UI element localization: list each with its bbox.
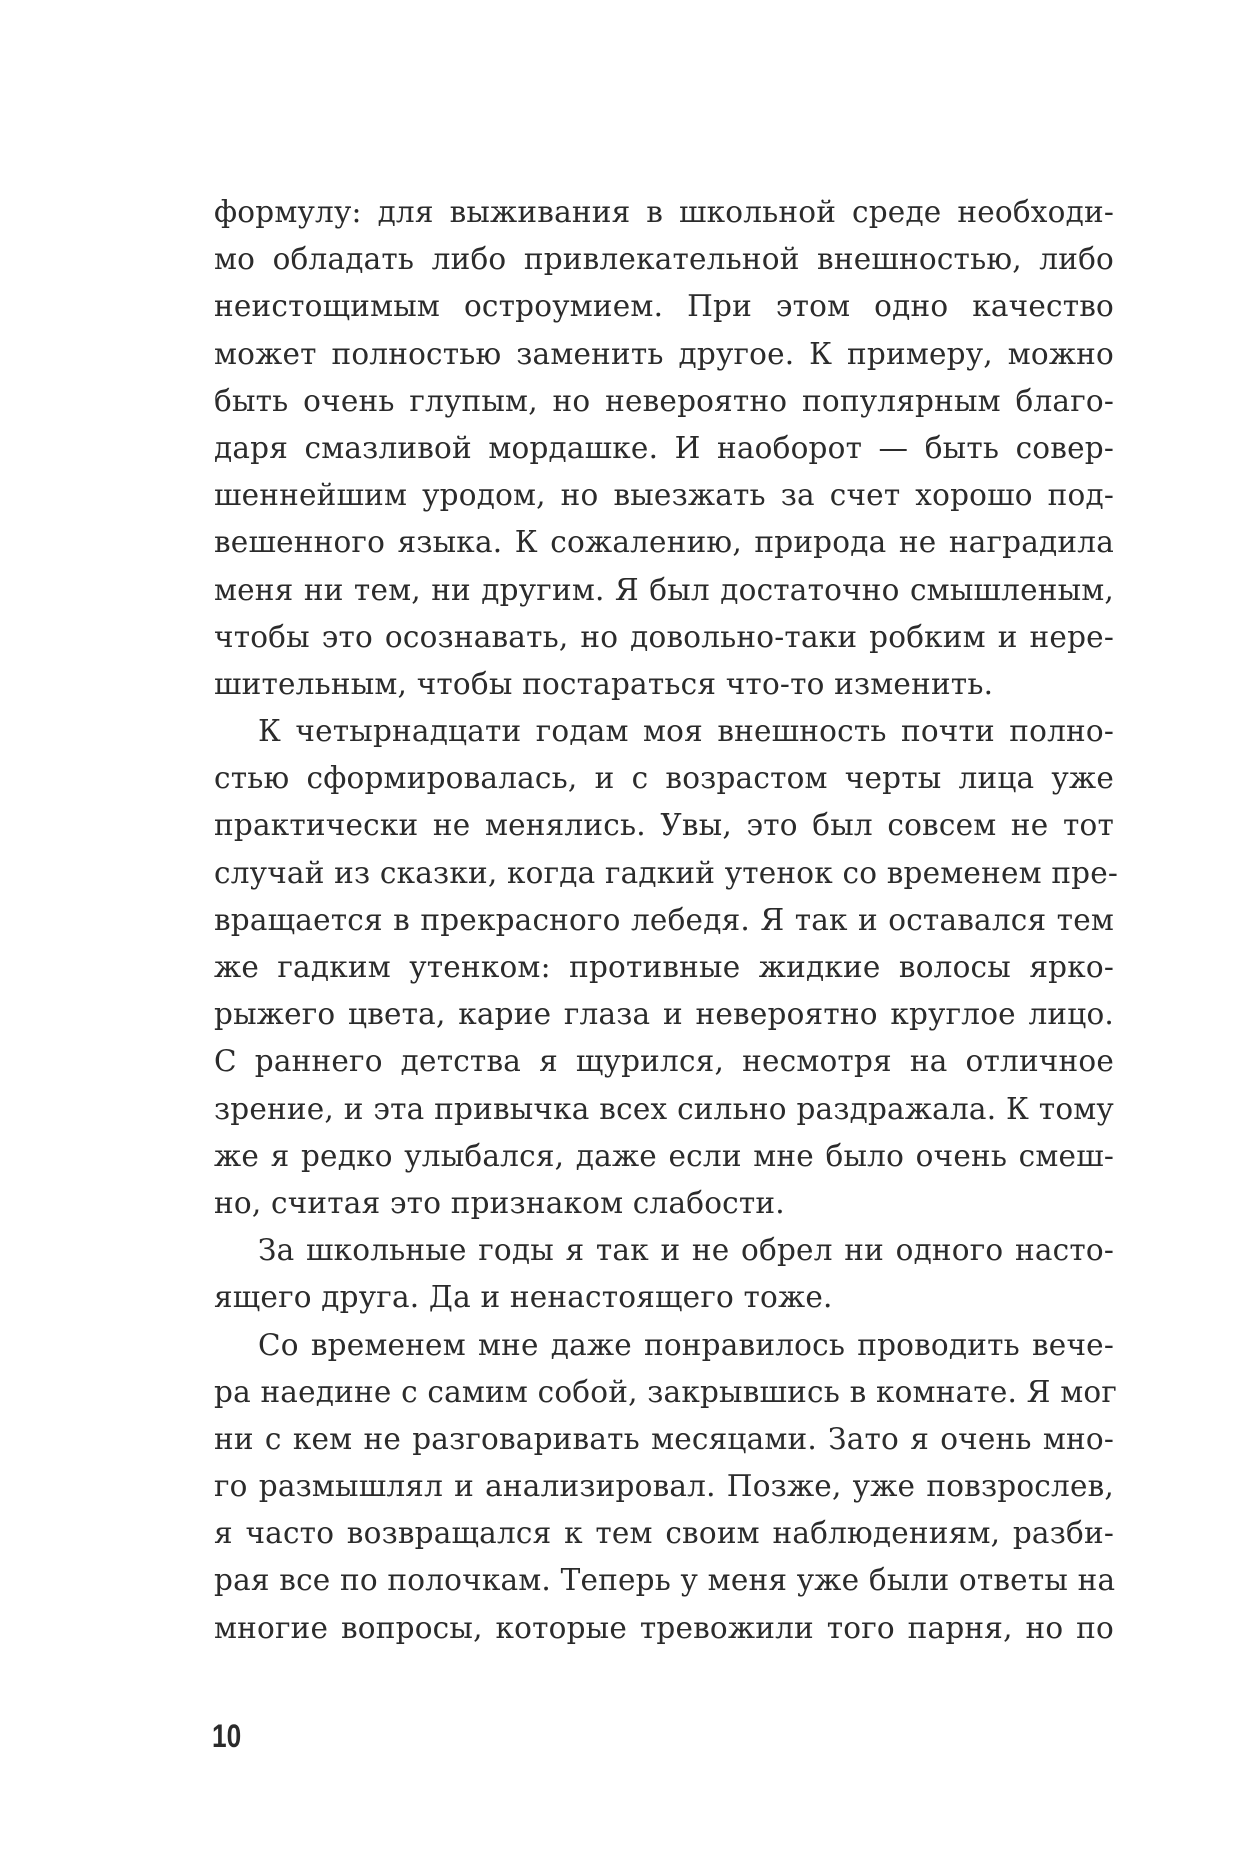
text-line: чтобы это осознавать, но довольно-таки робким и нере-: [214, 619, 1114, 654]
text-line: ящего друга. Да и ненастоящего тоже.: [214, 1280, 833, 1315]
text-line: шительным, чтобы постараться что-то изменить.: [214, 666, 994, 701]
page-number: 10: [212, 1718, 242, 1754]
text-line: зрение, и эта привычка всех сильно раздражала. К тому: [214, 1091, 1114, 1126]
text-line: шеннейшим уродом, но выезжать за счет хорошо под-: [214, 478, 1114, 513]
text-line: но, считая это признаком слабости.: [214, 1185, 785, 1220]
text-line: практически не менялись. Увы, это был совсем не тот: [214, 808, 1114, 843]
text-line: меня ни тем, ни другим. Я был достаточно смышленым,: [214, 572, 1114, 607]
text-line: может полностью заменить другое. К примеру, можно: [214, 336, 1114, 371]
text-line: стью сформировалась, и с возрастом черты лица уже: [214, 761, 1114, 796]
text-line: даря смазливой мордашке. И наоборот — быть совер-: [214, 430, 1114, 465]
text-line: рая все по полочкам. Теперь у меня уже были ответы на: [214, 1563, 1116, 1598]
text-line: случай из сказки, когда гадкий утенок со временем пре-: [214, 855, 1119, 890]
text-line: го размышлял и анализировал. Позже, уже повзрослев,: [214, 1469, 1114, 1504]
text-line: же я редко улыбался, даже если мне было очень смеш-: [214, 1138, 1114, 1173]
text-line: вращается в прекрасного лебедя. Я так и оставался тем: [214, 902, 1114, 937]
text-line: рыжего цвета, карие глаза и невероятно круглое лицо.: [214, 997, 1114, 1032]
text-line: С раннего детства я щурился, несмотря на отличное: [214, 1044, 1114, 1079]
text-line: формулу: для выживания в школьной среде необходи-: [214, 195, 1114, 229]
text-line: Со временем мне даже понравилось проводить вече-: [258, 1327, 1114, 1362]
text-line: За школьные годы я так и не обрел ни одного насто-: [258, 1233, 1114, 1268]
text-line: ра наедине с самим собой, закрывшись в комнате. Я мог: [214, 1374, 1118, 1409]
text-line: вешенного языка. К сожалению, природа не наградила: [214, 525, 1114, 560]
text-line: же гадким утенком: противные жидкие волосы ярко-: [214, 950, 1114, 984]
text-line: ни с кем не разговаривать месяцами. Зато я очень мно-: [214, 1421, 1114, 1456]
text-line: К четырнадцати годам моя внешность почти полно-: [258, 714, 1114, 749]
text-line: быть очень глупым, но невероятно популярным благо-: [214, 383, 1114, 418]
text-line: я часто возвращался к тем своим наблюдениям, разби-: [214, 1516, 1114, 1551]
text-line: неистощимым остроумием. При этом одно качество: [214, 289, 1114, 324]
body-text: [214, 189, 1119, 1652]
text-line: мо обладать либо привлекательной внешностью, либо: [214, 242, 1114, 277]
text-line: многие вопросы, которые тревожили того парня, но по: [214, 1610, 1114, 1645]
